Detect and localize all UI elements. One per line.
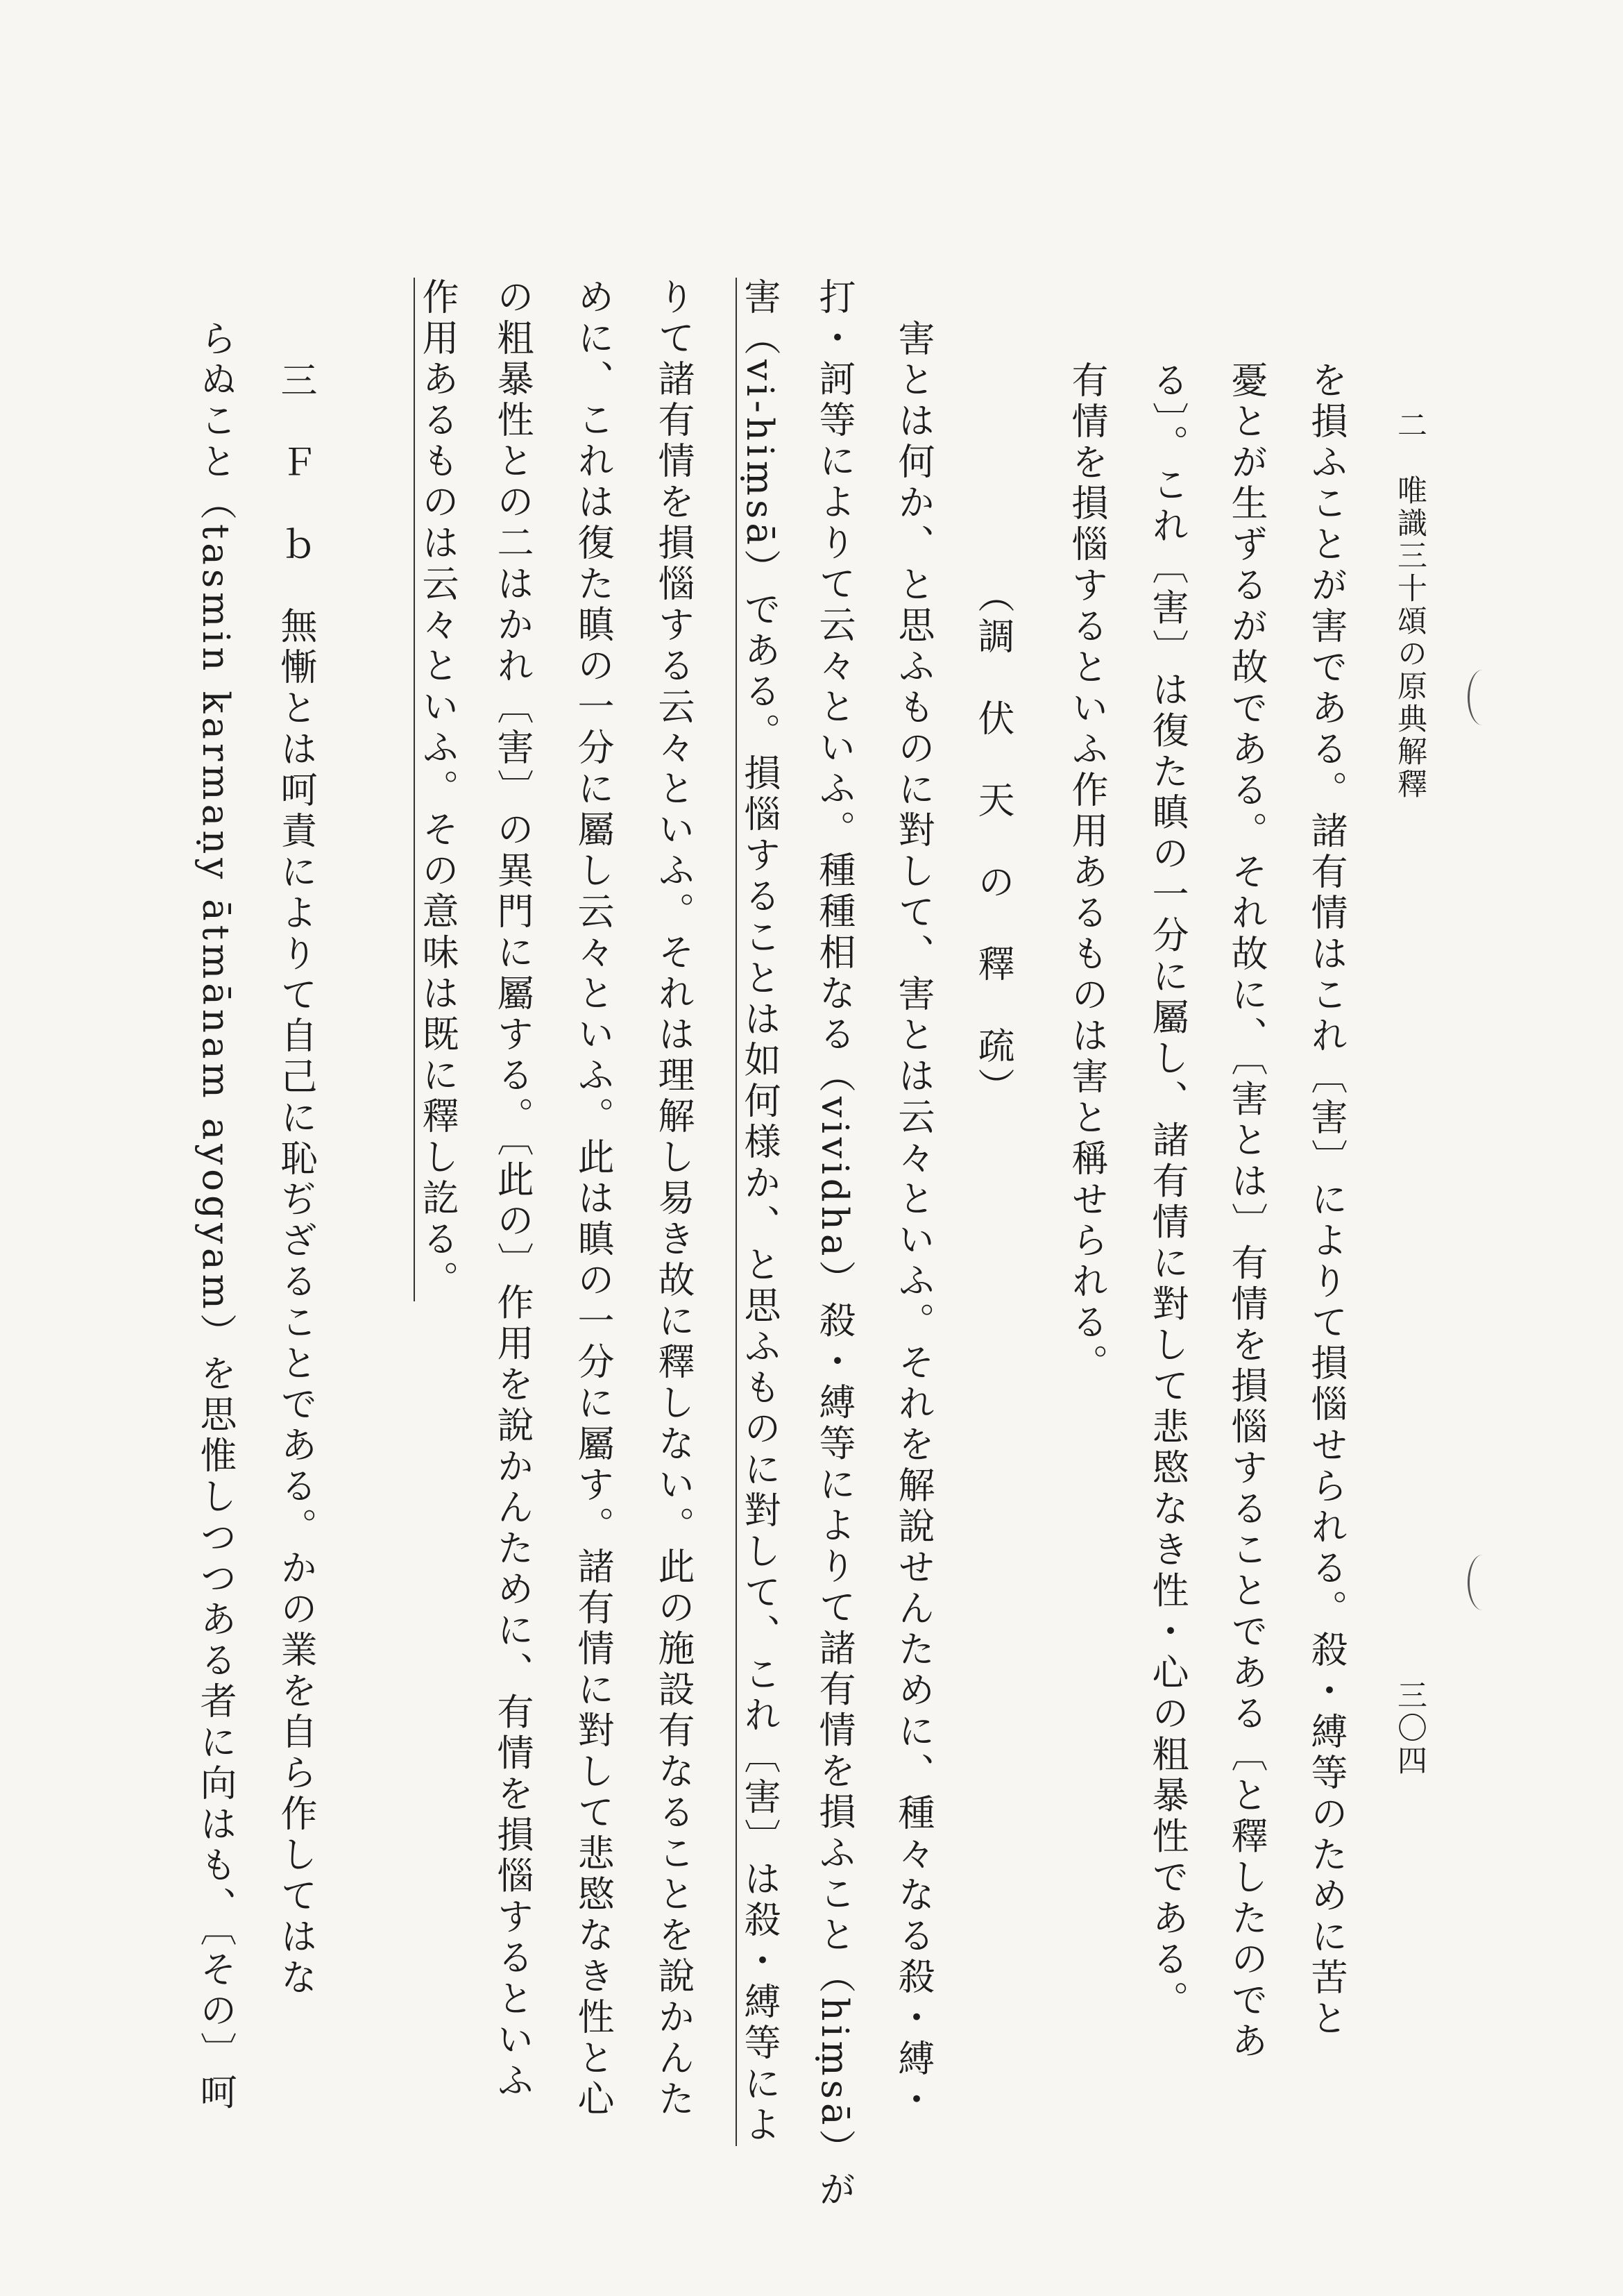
text-column-5: 害とは何か、と思ふものに對して、害とは云々といふ。それを解說せんために、種々なる殺・縛・ [892, 319, 935, 2121]
text-column-3: る〕。これ〔害〕は復た瞋の一分に屬し、諸有情に對して悲愍なき性・心の粗暴性である。 [1146, 361, 1189, 2022]
running-title: 二 唯識三十頌の原典解釋 [1393, 410, 1427, 801]
text-column-1: を損ふことが害である。諸有情はこれ〔害〕によりて損惱せられる。殺・縛等のために苦と [1305, 361, 1348, 2040]
text-column-12: 三 Ｆ ｂ 無慚とは呵責によりて自己に恥ぢざることである。かの業を自ら作してはな [275, 361, 317, 1999]
scan-mark [1468, 670, 1497, 725]
page-number: 三〇四 [1393, 1680, 1427, 1778]
text-column-4: 有情を損惱するといふ作用あるものは害と稱せられる。 [1066, 361, 1108, 1385]
scan-mark [1468, 1555, 1497, 1610]
section-heading: （調 伏 天 の 釋 疏） [972, 576, 1014, 1108]
text-column-13: らぬこと（tasmin karmaṇy ātmānam ayogyam）を思惟しつつある者に向はも、〔その〕呵 [194, 319, 237, 2114]
text-column-8: りて諸有情を損惱する云々といふ。それは理解し易き故に釋しない。此の施設有なることを說かんた [652, 278, 695, 2120]
text-column-7: 害（vi-hiṃsā）である。損惱することは如何様か、と思ふものに對して、これ〔害〕は殺・縛等によ [736, 278, 778, 2146]
text-column-6: 打・訶等によりて云々といふ。種種相なる（vividha）殺・縛等によりて諸有情を損ふこと（hiṃsā）が [813, 278, 856, 2211]
text-column-2: 憂とが生ずるが故である。それ故に、〔害とは〕有情を損惱することである〔と釋したのであ [1225, 361, 1268, 2063]
text-column-11: 作用あるものは云々といふ。その意味は既に釋し訖る。 [414, 278, 456, 1301]
text-column-10: の粗暴性との二はかれ〔害〕の異門に屬する。〔此の〕作用を說かんために、有情を損惱するといふ [491, 278, 534, 2102]
text-column-9: めに、これは復た瞋の一分に屬し云々といふ。此は瞋の一分に屬す。諸有情に對して悲愍なき性と心 [572, 278, 614, 2120]
